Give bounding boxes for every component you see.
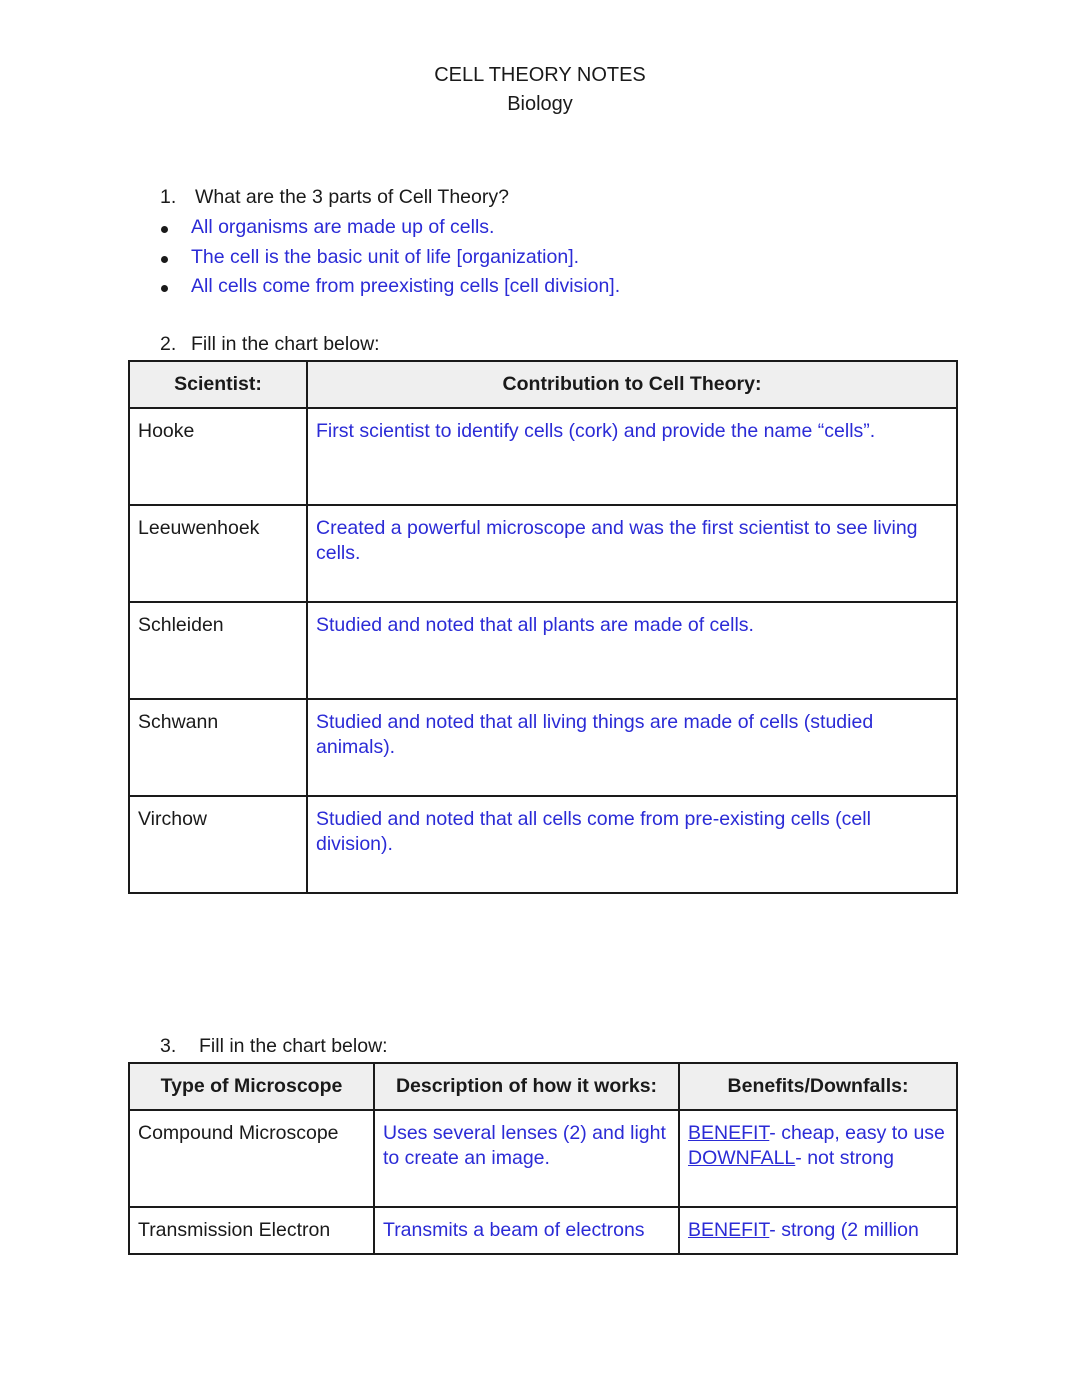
microscope-table [128,1062,958,1255]
table-row [129,699,957,796]
question-1-number: 1. [160,186,177,208]
question-1 [160,186,509,209]
question-3 [160,1035,388,1058]
question-3-text: Fill in the chart below: [199,1035,388,1057]
table-row [129,1207,957,1254]
header-description: Description of how it works: [374,1063,679,1110]
contribution-cell: Studied and noted that all plants are made of cells. [307,602,957,699]
table-row [129,796,957,893]
header-type: Type of Microscope [129,1063,374,1110]
benefits-cell [679,1207,957,1254]
table-row [129,505,957,602]
description-cell: Transmits a beam of electrons [374,1207,679,1254]
benefit-label: BENEFIT [688,1122,770,1144]
header-contribution: Contribution to Cell Theory: [307,361,957,408]
question-2-number: 2. [160,333,177,355]
table-row [129,1110,957,1207]
answer-item: All organisms are made up of cells. [160,216,620,246]
page-subtitle: Biology [507,93,573,115]
question-3-number: 3. [160,1035,177,1057]
question-2 [160,333,380,356]
table-row [129,602,957,699]
downfall-text: - not strong [795,1147,894,1169]
microscope-type-cell: Compound Microscope [129,1110,374,1207]
answer-item: All cells come from preexisting cells [cell division]. [160,275,620,305]
benefit-label: BENEFIT [688,1219,770,1241]
contribution-cell: Created a powerful microscope and was the first scientist to see living cells. [307,505,957,602]
scientist-cell: Leeuwenhoek [129,505,307,602]
question-2-text: Fill in the chart below: [191,333,380,355]
scientist-cell: Schleiden [129,602,307,699]
scientist-cell: Hooke [129,408,307,505]
header-scientist: Scientist: [129,361,307,408]
description-cell: Uses several lenses (2) and light to create an image. [374,1110,679,1207]
scientist-table [128,360,958,894]
header-benefits: Benefits/Downfalls: [679,1063,957,1110]
downfall-label: DOWNFALL [688,1147,796,1169]
contribution-cell: Studied and noted that all living things are made of cells (studied animals). [307,699,957,796]
contribution-cell: Studied and noted that all cells come from pre-existing cells (cell division). [307,796,957,893]
benefits-cell [679,1110,957,1207]
benefit-text: - strong (2 million [769,1219,919,1241]
question-1-answers [160,216,620,305]
table-row [129,408,957,505]
page-title: CELL THEORY NOTES [434,64,646,86]
scientist-cell: Schwann [129,699,307,796]
answer-item: The cell is the basic unit of life [organization]. [160,246,620,276]
microscope-type-cell: Transmission Electron [129,1207,374,1254]
benefit-text: - cheap, easy to use [769,1122,945,1144]
scientist-cell: Virchow [129,796,307,893]
question-1-text: What are the 3 parts of Cell Theory? [195,186,509,208]
contribution-cell: First scientist to identify cells (cork) and provide the name “cells”. [307,408,957,505]
